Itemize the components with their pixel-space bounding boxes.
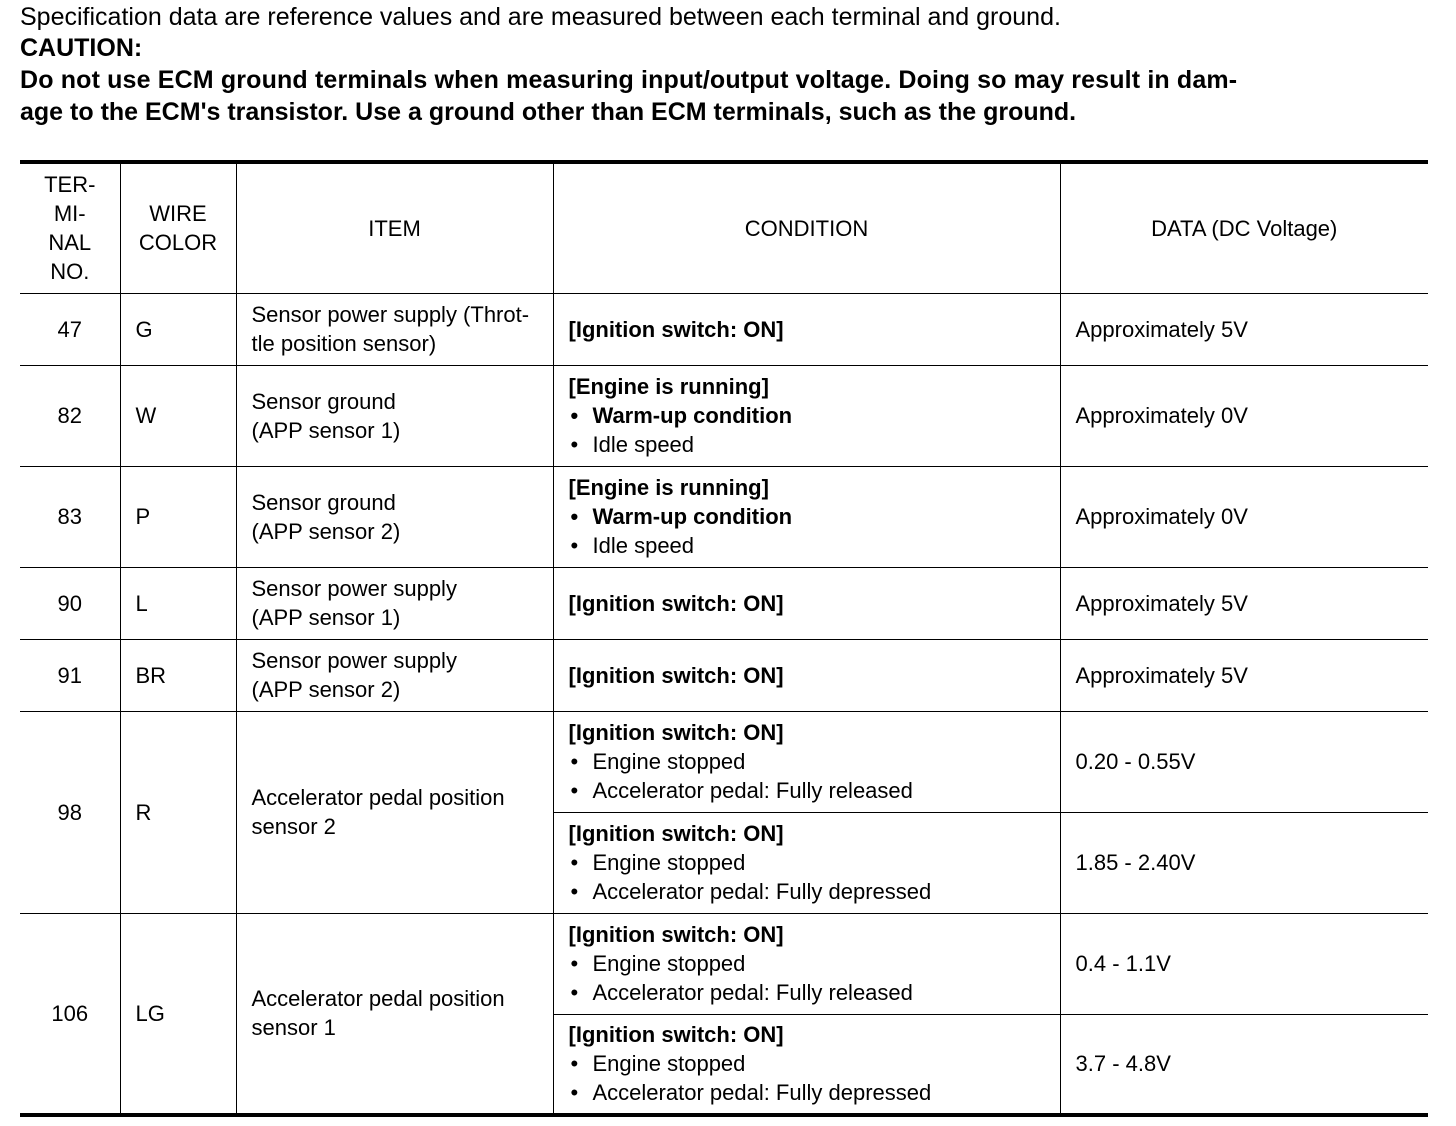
header-terminal-line: TER-	[44, 172, 96, 198]
item-cell	[236, 913, 553, 1115]
condition-title: [Ignition switch: ON]	[568, 590, 784, 616]
condition-title: [Engine is running]	[568, 374, 769, 399]
condition-cell	[553, 365, 1060, 466]
condition-title: [Ignition switch: ON]	[568, 720, 784, 745]
condition-title: [Engine is running]	[568, 475, 769, 500]
terminal-number: 106	[20, 913, 120, 1115]
header-wire-color	[120, 162, 236, 293]
item-cell	[236, 711, 553, 913]
terminal-number: 83	[20, 466, 120, 567]
condition-bullet: • Accelerator pedal: Fully depressed	[569, 877, 1045, 906]
condition-cell	[553, 1014, 1060, 1115]
condition-cell	[553, 812, 1060, 913]
caution-line-2: age to the ECM's transistor. Use a ground other than ECM terminals, such as the ground.	[20, 98, 1077, 126]
header-terminal-line: NO.	[50, 259, 90, 285]
caution-line-1: Do not use ECM ground terminals when measuring input/output voltage. Doing so may result in dam-	[20, 66, 1238, 94]
item-line: sensor 1	[251, 1015, 336, 1041]
item-line: Accelerator pedal position	[251, 986, 505, 1012]
data-value: Approximately 5V	[1060, 293, 1428, 365]
table-row	[20, 711, 1428, 812]
caution-text	[20, 64, 1430, 128]
item-line: (APP sensor 1)	[251, 417, 401, 443]
terminal-number: 82	[20, 365, 120, 466]
header-terminal-line: NAL	[48, 230, 92, 256]
item-line: (APP sensor 2)	[251, 518, 401, 544]
condition-bullet: • Accelerator pedal: Fully depressed	[569, 1078, 1045, 1107]
item-line: Sensor power supply	[251, 648, 457, 673]
header-row	[20, 162, 1428, 293]
wire-color: LG	[120, 913, 236, 1115]
header-terminal-no	[20, 162, 120, 293]
item-cell	[236, 365, 553, 466]
intro-section	[20, 2, 1430, 128]
header-condition: CONDITION	[553, 162, 1060, 293]
item-cell	[236, 639, 553, 711]
condition-bullet: • Engine stopped	[569, 949, 1045, 978]
table-row	[20, 293, 1428, 365]
condition-cell	[553, 567, 1060, 639]
terminal-number: 91	[20, 639, 120, 711]
wire-color: R	[120, 711, 236, 913]
data-value: 3.7 - 4.8V	[1060, 1014, 1428, 1115]
header-wire-line: COLOR	[138, 230, 218, 256]
spec-note: Specification data are reference values and are measured between each terminal and ground.	[20, 3, 1061, 31]
wire-color: BR	[120, 639, 236, 711]
condition-cell	[553, 466, 1060, 567]
item-cell	[236, 293, 553, 365]
data-value: 1.85 - 2.40V	[1060, 812, 1428, 913]
condition-cell	[553, 913, 1060, 1014]
data-value: Approximately 5V	[1060, 567, 1428, 639]
item-line: Sensor ground	[251, 489, 396, 515]
item-cell	[236, 567, 553, 639]
condition-cell	[553, 639, 1060, 711]
table-row	[20, 365, 1428, 466]
wire-color: G	[120, 293, 236, 365]
wire-color: W	[120, 365, 236, 466]
condition-bullet: • Accelerator pedal: Fully released	[569, 978, 1045, 1007]
condition-bullet: • Accelerator pedal: Fully released	[569, 776, 1045, 805]
item-cell	[236, 466, 553, 567]
data-value: 0.4 - 1.1V	[1060, 913, 1428, 1014]
data-value: Approximately 0V	[1060, 365, 1428, 466]
header-data: DATA (DC Voltage)	[1060, 162, 1428, 293]
header-wire-line: WIRE	[149, 201, 207, 227]
condition-cell	[553, 293, 1060, 365]
condition-cell	[553, 711, 1060, 812]
table-row	[20, 466, 1428, 567]
item-line: sensor 2	[251, 814, 336, 839]
item-line: Sensor power supply	[251, 576, 457, 601]
terminal-number: 98	[20, 711, 120, 913]
item-line: Accelerator pedal position	[251, 785, 505, 810]
condition-title: [Ignition switch: ON]	[568, 662, 784, 688]
terminal-number: 90	[20, 567, 120, 639]
data-value: Approximately 0V	[1060, 466, 1428, 567]
condition-title: [Ignition switch: ON]	[568, 1022, 784, 1048]
condition-title: [Ignition switch: ON]	[568, 821, 784, 846]
item-line: Sensor ground	[251, 388, 396, 414]
condition-bullet: • Engine stopped	[569, 1049, 1045, 1078]
caution-heading: CAUTION:	[20, 34, 143, 62]
condition-bullet: • Idle speed	[569, 531, 1045, 560]
data-value: Approximately 5V	[1060, 639, 1428, 711]
header-item: ITEM	[236, 162, 553, 293]
condition-title: [Ignition switch: ON]	[568, 316, 784, 342]
wire-color: P	[120, 466, 236, 567]
condition-bullet: • Engine stopped	[569, 747, 1045, 776]
table-row	[20, 639, 1428, 711]
table-row	[20, 567, 1428, 639]
table-row	[20, 913, 1428, 1014]
item-line: (APP sensor 1)	[251, 605, 401, 630]
condition-bullet: • Warm-up condition	[569, 502, 1045, 531]
condition-bullet: • Idle speed	[569, 430, 1045, 459]
terminal-spec-table	[20, 160, 1428, 1117]
condition-title: [Ignition switch: ON]	[568, 922, 784, 947]
item-line: tle position sensor)	[251, 331, 437, 356]
terminal-number: 47	[20, 293, 120, 365]
header-terminal-line: MI-	[53, 201, 86, 227]
item-line: Sensor power supply (Throt-	[251, 302, 530, 327]
wire-color: L	[120, 567, 236, 639]
item-line: (APP sensor 2)	[251, 677, 401, 702]
condition-bullet: • Warm-up condition	[569, 401, 1045, 430]
condition-bullet: • Engine stopped	[569, 848, 1045, 877]
data-value: 0.20 - 0.55V	[1060, 711, 1428, 812]
